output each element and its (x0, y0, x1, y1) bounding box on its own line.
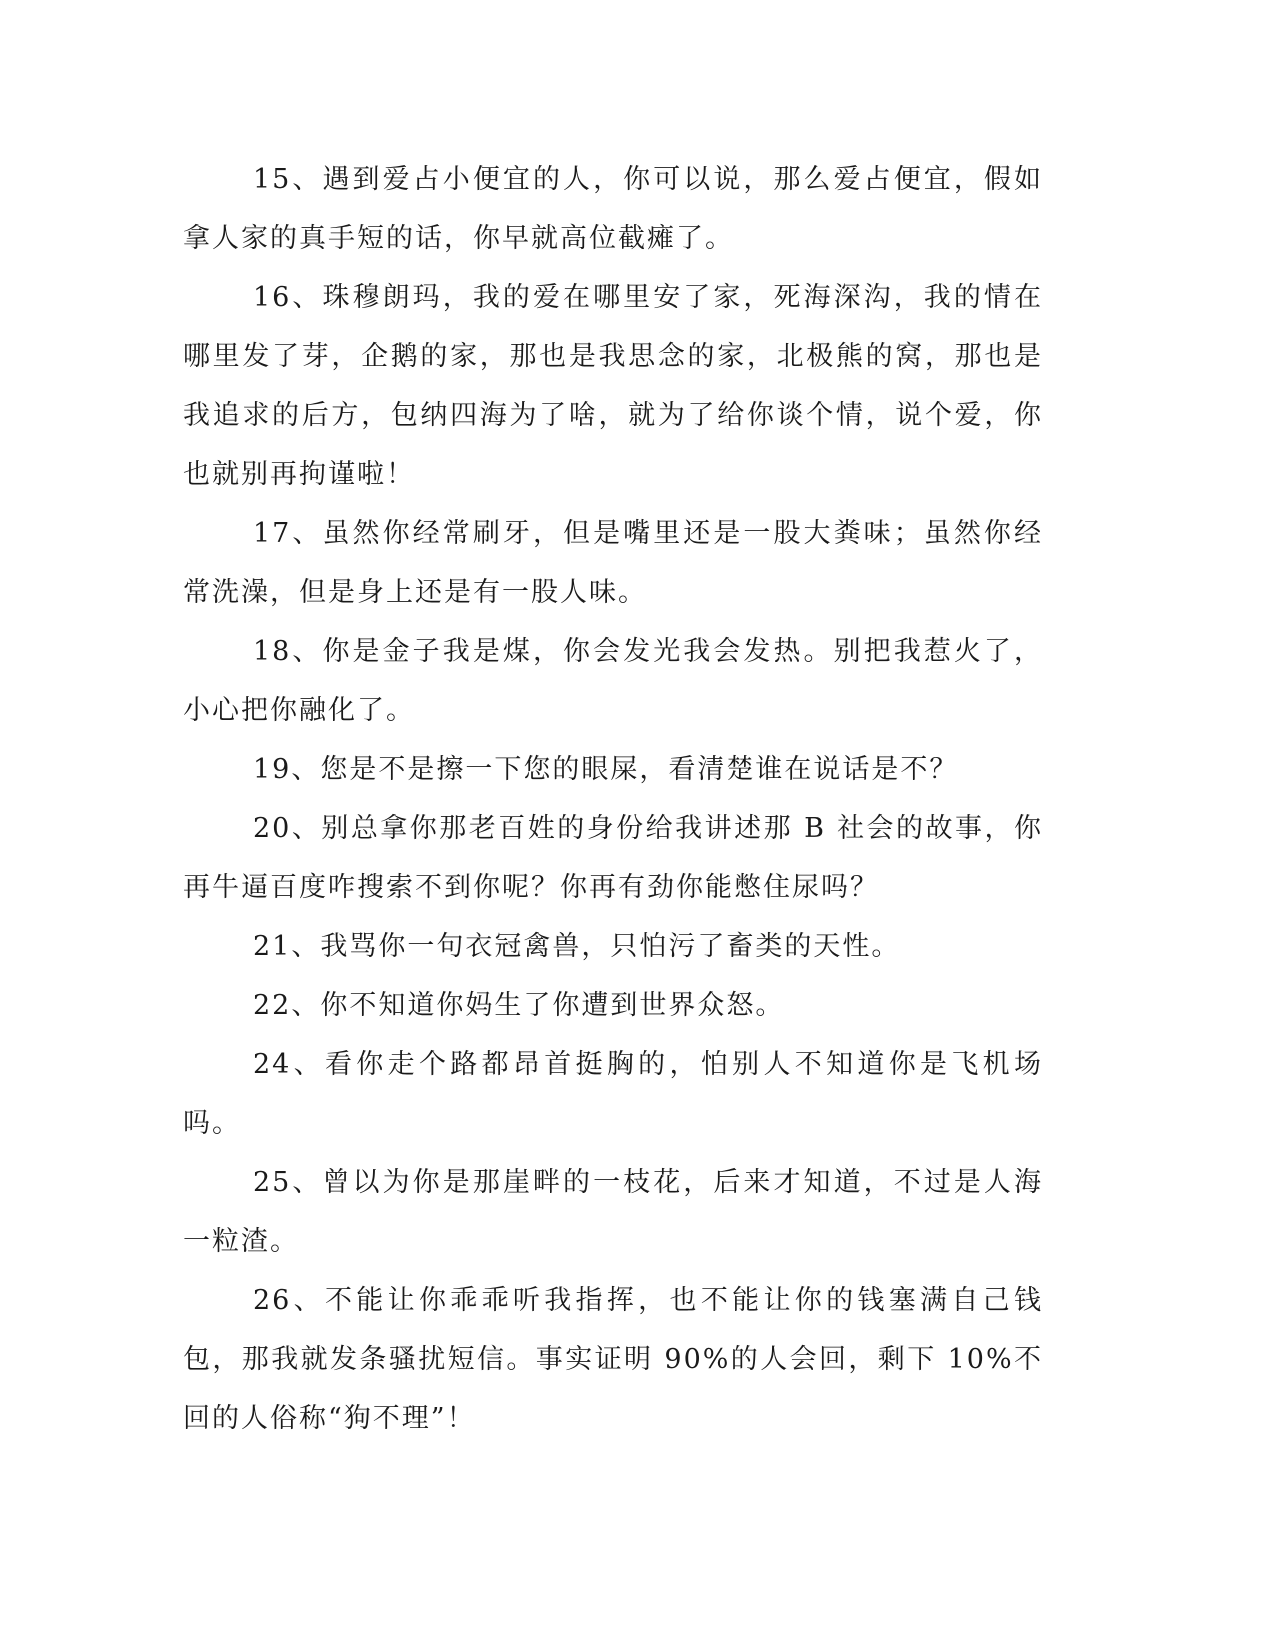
paragraph-21: 21、我骂你一句衣冠禽兽，只怕污了畜类的天性。 (253, 931, 901, 962)
paragraph-17: 17、虽然你经常刷牙，但是嘴里还是一股大粪味；虽然你经常洗澡，但是身上还是有一股人味。 (183, 518, 1043, 608)
document-body (183, 150, 1043, 1448)
paragraph-26: 26、不能让你乖乖听我指挥，也不能让你的钱塞满自己钱包，那我就发条骚扰短信。事实证明 90%的人会回，剩下 10%不回的人俗称“狗不理”！ (183, 1285, 1043, 1434)
paragraph-18: 18、你是金子我是煤，你会发光我会发热。别把我惹火了，小心把你融化了。 (183, 636, 1043, 726)
paragraph-20: 20、别总拿你那老百姓的身份给我讲述那 B 社会的故事，你再牛逼百度咋搜索不到你呢？你再有劲你能憋住尿吗？ (183, 813, 1043, 903)
paragraph-19: 19、您是不是擦一下您的眼屎，看清楚谁在说话是不？ (253, 754, 959, 785)
paragraph-16: 16、珠穆朗玛，我的爱在哪里安了家，死海深沟，我的情在哪里发了芽，企鹅的家，那也是我思念的家，北极熊的窝，那也是我追求的后方，包纳四海为了啥，就为了给你谈个情，说个爱，你也就别再拘谨啦！ (183, 282, 1043, 490)
paragraph-25: 25、曾以为你是那崖畔的一枝花，后来才知道，不过是人海一粒渣。 (183, 1167, 1043, 1257)
paragraph-22: 22、你不知道你妈生了你遭到世界众怒。 (253, 990, 785, 1021)
paragraph-24: 24、看你走个路都昂首挺胸的，怕别人不知道你是飞机场吗。 (183, 1049, 1043, 1139)
paragraph-15: 15、遇到爱占小便宜的人，你可以说，那么爱占便宜，假如拿人家的真手短的话，你早就高位截瘫了。 (183, 164, 1043, 254)
